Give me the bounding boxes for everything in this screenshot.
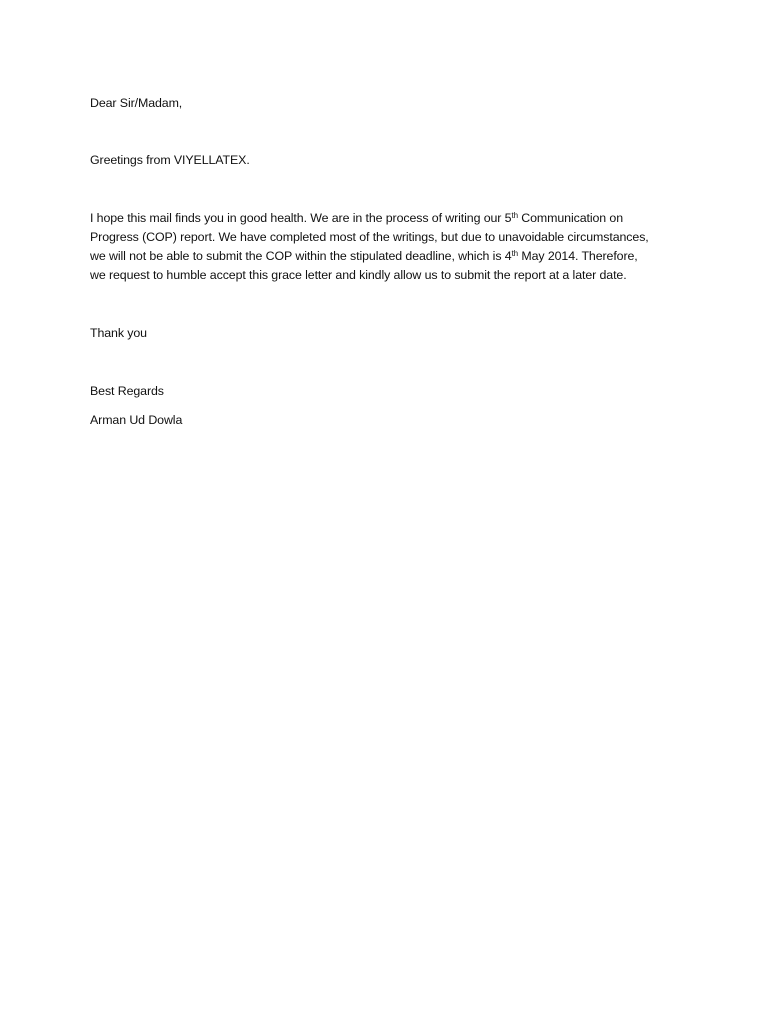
closing: Thank you xyxy=(90,326,147,340)
body-line-2: Progress (COP) report. We have completed most of the writings, but due to unavoidable circumstances, xyxy=(90,230,649,244)
salutation: Dear Sir/Madam, xyxy=(90,96,183,110)
body-line-3-text-a: we will not be able to submit the COP within the stipulated deadline, which is 4 xyxy=(90,249,512,263)
ordinal-suffix: th xyxy=(511,211,518,220)
letter-body xyxy=(90,94,680,430)
body-line-4: we request to humble accept this grace letter and kindly allow us to submit the report at a later date. xyxy=(90,268,627,282)
greeting: Greetings from VIYELLATEX. xyxy=(90,153,250,167)
body-line-3 xyxy=(90,247,680,266)
body-line-1 xyxy=(90,209,680,228)
ordinal-suffix: th xyxy=(511,249,519,258)
body-line-3-text-b: May 2014. Therefore, xyxy=(518,249,638,263)
body-line-1-text-a: I hope this mail finds you in good health. We are in the process of writing our 5 xyxy=(90,211,512,225)
body-paragraph xyxy=(90,209,680,285)
signature-name: Arman Ud Dowla xyxy=(90,413,183,427)
body-line-1-text-b: Communication on xyxy=(517,211,623,225)
regards: Best Regards xyxy=(90,384,164,398)
